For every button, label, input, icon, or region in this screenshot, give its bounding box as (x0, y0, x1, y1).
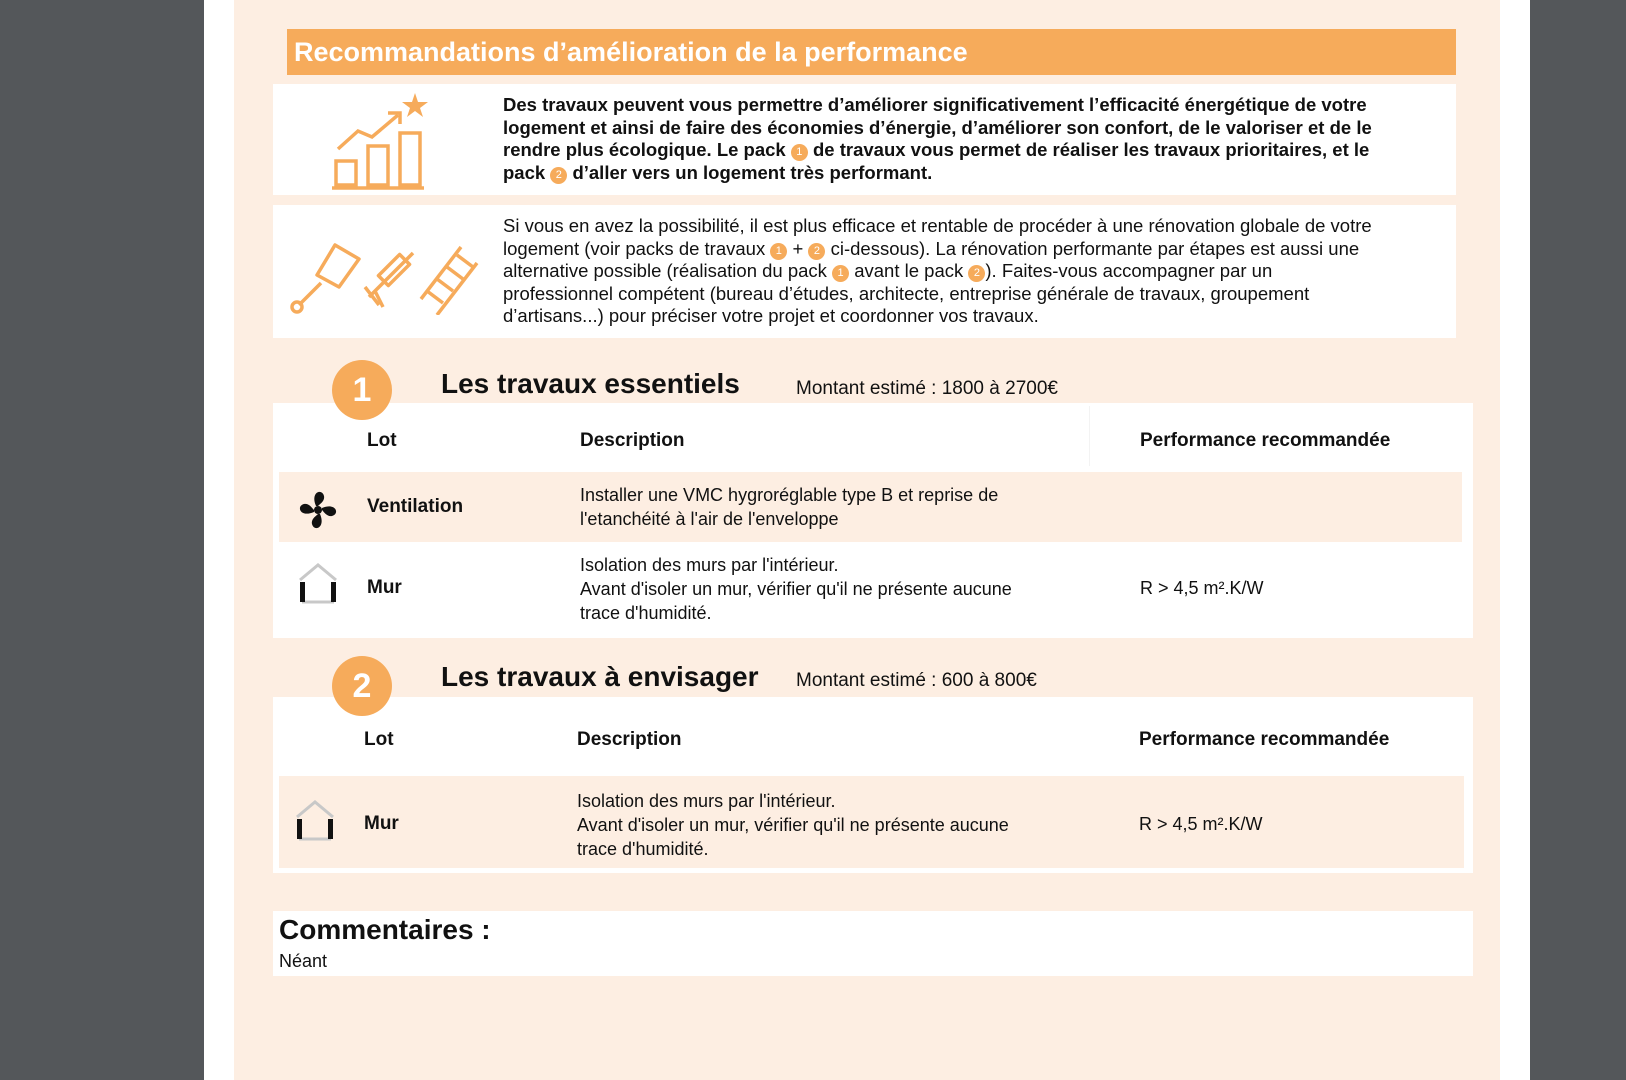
intro1-line1: Des travaux peuvent vous permettre d’améliorer significativement l’efficacité énergétique de votre (503, 94, 1367, 115)
intro2-line5: d’artisans...) pour préciser votre projet et coordonner vos travaux. (503, 305, 1039, 326)
section2-row1-lot: Mur (364, 813, 399, 834)
section2-amount: Montant estimé : 600 à 800€ (796, 670, 1037, 691)
intro2-line2b: + (792, 237, 804, 259)
section2-title: Les travaux à envisager (441, 661, 759, 692)
intro1-line3b: de travaux vous permet de réaliser les travaux prioritaires, et le (813, 139, 1370, 160)
pack-2-badge: 2 (550, 167, 567, 184)
pack-2-badge: 2 (808, 243, 825, 260)
pack-1-badge: 1 (832, 265, 849, 282)
column-separator (1089, 406, 1090, 466)
section1-row1-lot: Ventilation (367, 496, 464, 517)
description-line: Installer une VMC hygroréglable type B et reprise de (580, 485, 999, 505)
description-line: trace d'humidité. (580, 603, 712, 623)
description-line: Avant d'isoler un mur, vérifier qu'il ne présente aucune (580, 579, 1012, 599)
comments-title: Commentaires : (279, 914, 491, 945)
house-wall-icon (296, 562, 340, 606)
section1-header-lot: Lot (367, 430, 397, 451)
description-line: Isolation des murs par l'intérieur. (577, 791, 836, 811)
description-line: Isolation des murs par l'intérieur. (580, 555, 839, 575)
section2-header-lot: Lot (364, 729, 394, 750)
pack-1-badge: 1 (791, 144, 808, 161)
intro2-line3a: alternative possible (réalisation du pack (503, 260, 827, 281)
document-sheet (204, 0, 1530, 1080)
section1-header-description: Description (580, 430, 685, 451)
pack-2-badge: 2 (968, 265, 985, 282)
section2-header-description: Description (577, 729, 682, 750)
fan-icon (296, 488, 340, 532)
description-line: l'etanchéité à l'air de l'enveloppe (580, 509, 839, 529)
section2-header-performance: Performance recommandée (1139, 729, 1390, 750)
section1-header-performance: Performance recommandée (1140, 430, 1391, 451)
growth-chart-icon (328, 91, 438, 191)
section2-number-badge: 2 (332, 656, 392, 716)
section1-row2-lot: Mur (367, 577, 402, 598)
section1-row2-description (580, 553, 1012, 625)
intro1-line4a: pack (503, 161, 546, 183)
section2-row1-performance: R > 4,5 m².K/W (1139, 814, 1263, 834)
comments-text: Néant (279, 951, 328, 971)
section1-amount: Montant estimé : 1800 à 2700€ (796, 378, 1058, 399)
intro1-line2: logement et ainsi de faire des économies d’énergie, d’améliorer son confort, de le valoriser et de le (503, 116, 1372, 138)
section1-number-badge: 1 (332, 360, 392, 420)
house-wall-icon (293, 799, 337, 843)
document-page (234, 0, 1500, 1080)
section-banner: Recommandations d’amélioration de la performance (287, 29, 1456, 75)
intro2-line4: professionnel compétent (bureau d’études, architecte, entreprise générale de travaux, groupement (503, 282, 1310, 304)
tools-icon (287, 235, 487, 315)
description-line: trace d'humidité. (577, 839, 709, 859)
intro-panel-performance (273, 84, 1456, 195)
intro1-line3a: rendre plus écologique. Le pack (503, 139, 786, 160)
intro-panel-renovation (273, 205, 1456, 338)
section1-row1-description (580, 483, 998, 531)
intro2-line3b: avant le pack (854, 260, 964, 281)
intro2-line1: Si vous en avez la possibilité, il est plus efficace et rentable de procéder à une rénovation globale de votre (503, 215, 1372, 236)
section2-row1-description (577, 789, 1009, 861)
intro1-line4b: d’aller vers un logement très performant. (572, 161, 933, 183)
intro2-line3c: ). Faites-vous accompagner par un (985, 260, 1273, 281)
description-line: Avant d'isoler un mur, vérifier qu'il ne présente aucune (577, 815, 1009, 835)
pack-1-badge: 1 (770, 243, 787, 260)
section1-title: Les travaux essentiels (441, 368, 740, 399)
intro2-line2a: logement (voir packs de travaux (503, 237, 766, 259)
intro2-line2c: ci-dessous). La rénovation performante par étapes est aussi une (830, 237, 1360, 259)
section1-row2-performance: R > 4,5 m².K/W (1140, 578, 1264, 598)
